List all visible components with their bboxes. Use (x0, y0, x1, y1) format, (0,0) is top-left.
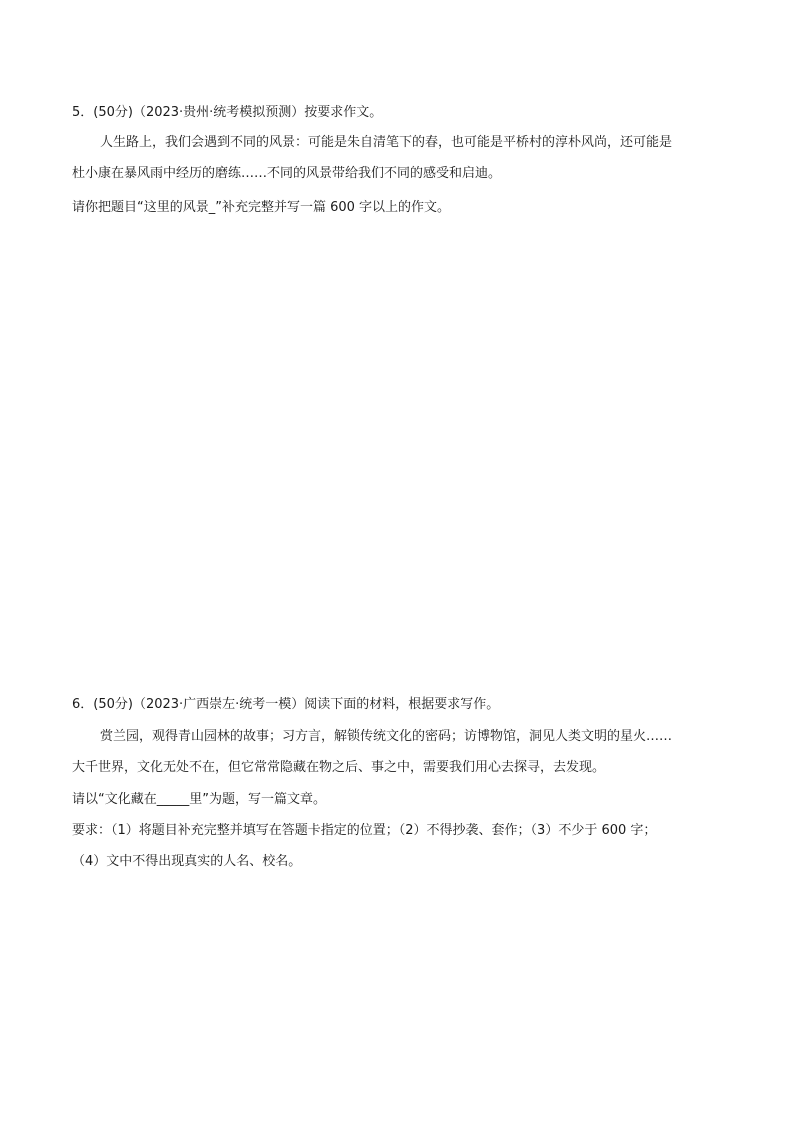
question-5-header: 5．(50分)（2023·贵州·统考模拟预测）按要求作文。 (72, 105, 383, 120)
question-6-material-line-1: 赏兰园，观得青山园林的故事；习方言，解锁传统文化的密码；访博物馆，洞见人类文明的星火…… (100, 729, 673, 744)
question-6-title-instruction: 请以“文化藏在_____里”为题，写一篇文章。 (72, 792, 326, 807)
question-5-prompt-line-1: 人生路上，我们会遇到不同的风景：可能是朱自清笔下的春，也可能是平桥村的淳朴风尚，还可能是 (100, 135, 673, 150)
question-6-header: 6．(50分)（2023·广西崇左·统考一模）阅读下面的材料，根据要求写作。 (72, 697, 500, 712)
question-5-prompt-line-2: 杜小康在暴风雨中经历的磨练……不同的风景带给我们不同的感受和启迪。 (72, 166, 502, 181)
question-6-requirements-line-2: （4）文中不得出现真实的人名、校名。 (72, 854, 302, 869)
question-6-material-line-2: 大千世界，文化无处不在，但它常常隐藏在物之后、事之中，需要我们用心去探寻，去发现。 (72, 760, 606, 775)
question-6-requirements-line-1: 要求：（1）将题目补充完整并填写在答题卡指定的位置；（2）不得抄袭、套作；（3）不少于 600 字； (72, 823, 657, 838)
question-5-instruction: 请你把题目“这里的风景_”补充完整并写一篇 600 字以上的作文。 (72, 200, 451, 215)
